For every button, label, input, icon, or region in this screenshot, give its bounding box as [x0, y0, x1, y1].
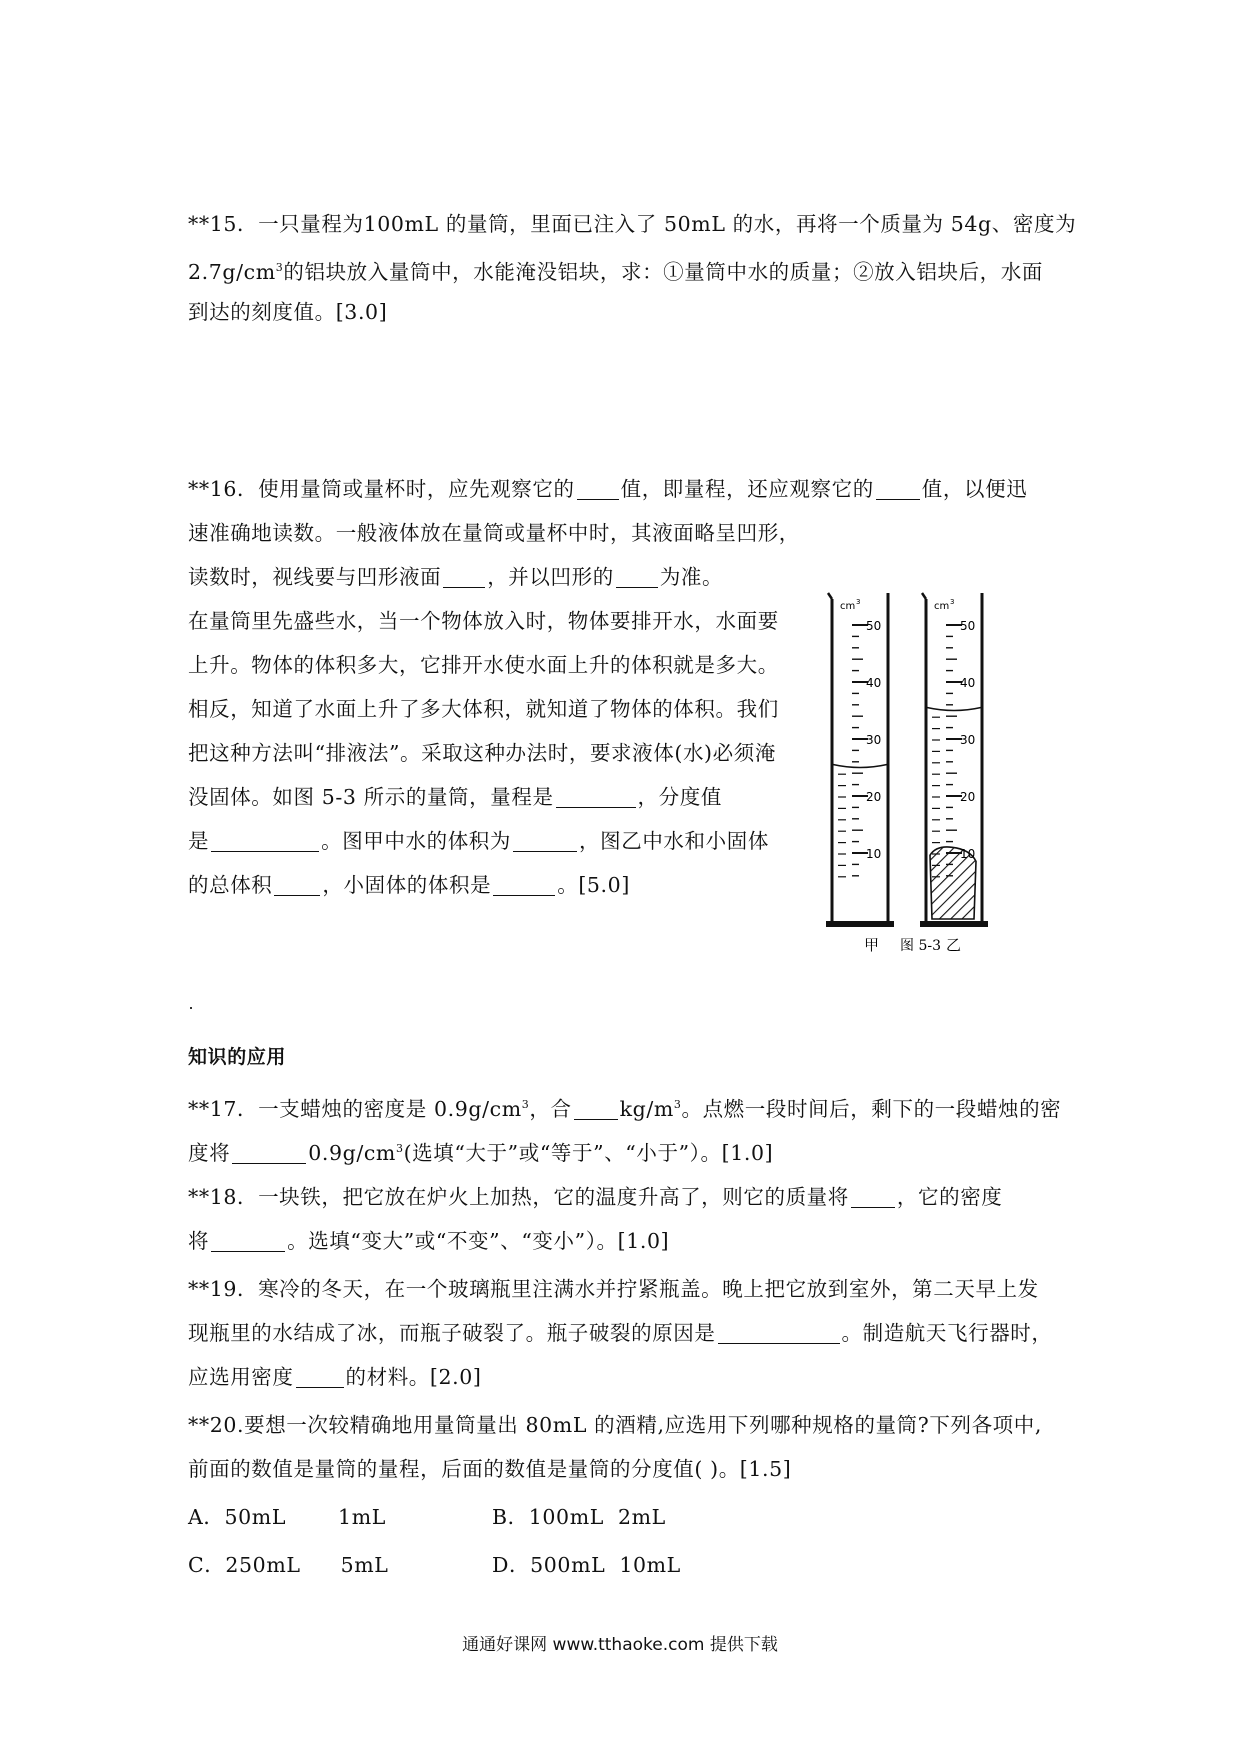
cylinder-base: [826, 921, 894, 927]
q19-line2: 现瓶里的水结成了冰，而瓶子破裂了。瓶子破裂的原因是 。制造航天飞行器时，: [188, 1321, 1053, 1345]
q17-line2: 度将 $0.9g/cm^3$(选填“大于”或“等于”、“小于”）。[1.0]: [188, 1141, 774, 1165]
graduated-cylinders-figure: [822, 583, 1002, 958]
tick-label: 40: [866, 676, 882, 690]
section-heading: 知识的应用: [188, 1046, 287, 1068]
answer-blank[interactable]: [574, 1097, 618, 1120]
q16-line9: 是 。图甲中水的体积为 ，图乙中水和小固体: [188, 829, 769, 853]
tick-label: 30: [866, 733, 882, 747]
q16-line3: 读数时，视线要与凹形液面 ，并以凹形的 为准。: [188, 565, 724, 589]
answer-blank[interactable]: [718, 1321, 840, 1344]
answer-blank[interactable]: [876, 477, 920, 500]
answer-blank[interactable]: [211, 829, 319, 852]
tick-label: 20: [960, 790, 976, 804]
q20-line1: **20.要想一次较精确地用量筒量出 80mL 的酒精,应选用下列哪种规格的量筒?下列各项中,: [188, 1413, 1042, 1437]
figure-label-a: 甲: [864, 936, 880, 954]
cylinder-b: [920, 593, 988, 927]
cylinder-lip: [922, 593, 926, 599]
q15-line2: $2.7g/cm^3$的铝块放入量筒中，水能淹没铝块，求：①量筒中水的质量；②放入铝块后，水面: [188, 260, 1043, 284]
unit-label: cm: [934, 601, 950, 612]
q19-line3: 应选用密度 的材料。[2.0]: [188, 1365, 482, 1389]
q19-line1: **19．寒冷的冬天，在一个玻璃瓶里注满水并拧紧瓶盖。晚上把它放到室外，第二天早上发: [188, 1277, 1039, 1301]
answer-blank[interactable]: [616, 565, 658, 588]
answer-blank[interactable]: [556, 785, 636, 808]
q16-line8: 没固体。如图 5-3 所示的量筒，量程是 ，分度值: [188, 785, 722, 809]
q15-line1: **15．一只量程为100mL 的量筒，里面已注入了 50mL 的水，再将一个质量为 54g、密度为: [188, 212, 1077, 236]
cylinder-lip: [828, 593, 832, 599]
answer-blank[interactable]: [296, 1365, 344, 1388]
q16-line6: 相反，知道了水面上升了多大体积，就知道了物体的体积。我们: [188, 697, 779, 721]
cylinder-a: [826, 593, 894, 927]
tick-label: 40: [960, 676, 976, 690]
q20-option-c[interactable]: C．250mL 5mL: [188, 1553, 389, 1577]
q16-line2: 速准确地读数。一般液体放在量筒或量杯中时，其液面略呈凹形，: [188, 521, 800, 545]
q18-line2: 将 。选填“变大”或“不变”、“变小”）。[1.0]: [188, 1229, 670, 1253]
q20-option-a[interactable]: A．50mL 1mL: [188, 1505, 386, 1529]
answer-blank[interactable]: [493, 873, 555, 896]
q20-option-b[interactable]: B．100mL 2mL: [492, 1505, 666, 1529]
tick-label: 10: [960, 847, 976, 861]
footer-source: 通通好课网 www.tthaoke.com 提供下载: [462, 1635, 778, 1655]
tick-label: 50: [866, 619, 882, 633]
q16-line1: **16．使用量筒或量杯时，应先观察它的 值，即量程，还应观察它的 值，以便迅: [188, 477, 1028, 501]
q20-option-d[interactable]: D．500mL 10mL: [492, 1553, 681, 1577]
q16-line4: 在量筒里先盛些水，当一个物体放入时，物体要排开水，水面要: [188, 609, 779, 633]
unit-sup: 3: [856, 598, 861, 606]
answer-blank[interactable]: [513, 829, 577, 852]
q17-line1: **17．一支蜡烛的密度是 $0.9g/cm^3$，合 $kg/m^3$。点燃一段时间后，剩下的一段蜡烛的密: [188, 1097, 1062, 1121]
tick-label: 10: [866, 847, 882, 861]
tick-label: 50: [960, 619, 976, 633]
answer-blank[interactable]: [443, 565, 485, 588]
q20-line2: 前面的数值是量筒的量程，后面的数值是量筒的分度值( )。[1.5]: [188, 1457, 792, 1481]
figure-caption: 图 5-3: [900, 938, 941, 954]
cylinder-base: [920, 921, 988, 927]
tick-label: 30: [960, 733, 976, 747]
answer-blank[interactable]: [232, 1141, 306, 1164]
answer-blank[interactable]: [211, 1229, 285, 1252]
water-surface: [833, 765, 887, 768]
answer-blank[interactable]: [274, 873, 320, 896]
water-surface: [927, 708, 981, 711]
tick-label: 20: [866, 790, 882, 804]
answer-blank[interactable]: [851, 1185, 895, 1208]
q16-line7: 把这种方法叫“排液法”。采取这种办法时，要求液体(水)必须淹: [188, 741, 776, 765]
q16-line5: 上升。物体的体积多大，它排开水使水面上升的体积就是多大。: [188, 653, 779, 677]
figure-label-b: 乙: [946, 936, 962, 954]
q16-line10: 的总体积 ，小固体的体积是 。[5.0]: [188, 873, 630, 897]
stray-dot: [190, 1007, 192, 1009]
q18-line1: **18．一块铁，把它放在炉火上加热，它的温度升高了，则它的质量将 ，它的密度: [188, 1185, 1003, 1209]
unit-label: cm: [840, 601, 856, 612]
answer-blank[interactable]: [577, 477, 619, 500]
unit-sup: 3: [950, 598, 955, 606]
q15-line3: 到达的刻度值。[3.0]: [188, 300, 388, 324]
